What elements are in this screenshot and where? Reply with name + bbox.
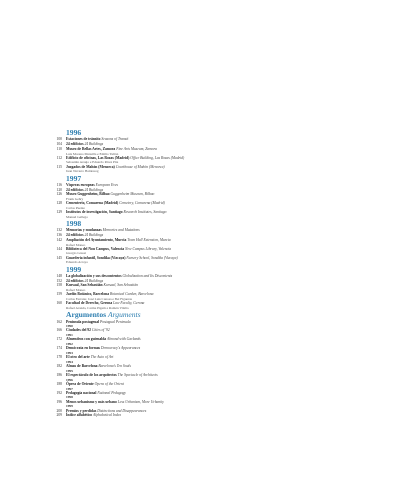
entry-title-english: National Pedagogy (97, 390, 126, 395)
entry-year: 1997 (66, 386, 73, 391)
section-title: Argumentos (66, 310, 107, 320)
entry-title-spanish: Demócrata en formas (66, 346, 100, 351)
entry-title-english: Alphabetical Index (93, 413, 122, 418)
entry-title-english: Botanical Garden, Barcelona (109, 292, 154, 297)
entry-title-english: Barcelona's Ten Souls (98, 364, 131, 369)
entry-credit: Rafael Moneo (66, 288, 86, 293)
page-number: 158 (56, 283, 62, 288)
entry-title-english: Less Urbanism, More Urbanity (117, 399, 164, 404)
entry-title-english: Almond with Garlands (107, 337, 141, 342)
entry-title-spanish: Almendros con guirnalda (66, 337, 107, 342)
entry-year: 1990 (66, 324, 73, 329)
entry-title-spanish: Memorias y mudanzas (66, 228, 102, 233)
page-number: 110 (56, 146, 62, 151)
page-number: 178 (56, 355, 62, 360)
toc-entry[interactable] (46, 346, 376, 351)
entry-credit: Luis Moreno Mansilla e Emilio Tuñón (66, 151, 119, 156)
toc-entry[interactable] (46, 337, 376, 342)
page-number: 188 (56, 381, 62, 386)
entry-year: 1993 (66, 350, 73, 355)
page-number: 160 (56, 301, 62, 306)
section-title: 1998 (66, 219, 82, 229)
entry-title-spanish: 24 edificios (66, 233, 84, 238)
toc-entry[interactable] (46, 328, 376, 333)
entry-title-spanish: Ciudades del 92 (66, 328, 91, 333)
entry-title-spanish: Edificio de oficinas, Las Rozas (Madrid) (66, 155, 130, 160)
page-number: 142 (56, 237, 62, 242)
entry-title-english: Postagual Peninsula (100, 319, 131, 324)
page-number: 112 (56, 155, 62, 160)
entry-title-english: 24 Buildings (84, 187, 104, 192)
entry-title-english: Democracy's Appearances (100, 346, 141, 351)
page-number: 196 (56, 399, 62, 404)
entry-title-english: Opera of the Orient (94, 381, 124, 386)
entry-title-english: Law Faculty, Gerona (113, 301, 145, 306)
entry-title-english: European Eves (95, 182, 118, 187)
page-number: 128 (56, 201, 62, 206)
entry-title-spanish: 24 edificios (66, 278, 84, 283)
section-heading (46, 129, 376, 137)
page-number: 116 (56, 182, 62, 187)
toc-entry[interactable] (46, 201, 376, 206)
entry-title-spanish: El espectáculo de los arquitectos (66, 372, 117, 377)
entry-year: 1994 (66, 359, 73, 364)
page-number: 104 (56, 142, 62, 147)
section-heading (46, 311, 376, 319)
entry-title-spanish: Jardín Botánico, Barcelona (66, 292, 110, 297)
page-number: 152 (56, 278, 62, 283)
toc-entry[interactable] (46, 283, 376, 288)
page-number: 174 (56, 346, 62, 351)
entry-title-english: 24 Buildings (84, 233, 104, 238)
entry-year: 1991 (66, 333, 73, 338)
toc-entry[interactable] (46, 238, 376, 243)
entry-title-english: 24 Buildings (84, 278, 104, 283)
entry-title-english: 24 Buildings (84, 142, 104, 147)
entry-title-english: New Campus Library, Valencia (125, 246, 172, 251)
entry-title-english: Kursaal, San Sebastián (103, 283, 139, 288)
toc-entry[interactable] (46, 364, 376, 369)
entry-title-english: Nursery School, Sondika (Vizcaya) (126, 255, 178, 260)
page-number: 136 (56, 233, 62, 238)
toc-entry[interactable] (46, 320, 376, 325)
entry-credit: Carlos Puente (66, 205, 85, 210)
entry-title-spanish: Menos urbanismo y más urbano (66, 399, 117, 404)
section-title: 1999 (66, 264, 82, 274)
entry-credit: Juan Navarro Baldeweg (66, 169, 99, 174)
entry-title-spanish: Almas de Barcelona (66, 364, 98, 369)
entry-title-spanish: Kursaal, San Sebastián (66, 283, 103, 288)
page-number: 148 (56, 274, 62, 278)
section-heading (46, 266, 376, 274)
page-number: 145 (56, 255, 62, 260)
page-number: 159 (56, 292, 62, 297)
entry-title-english: Globalization and Its Discontents (122, 274, 173, 278)
entry-title-spanish: Ampliación del Ayuntamiento, Murcia (66, 237, 127, 242)
entry-credit: Carlos Ferrater, José Luis Canosa e Bet Figueras (66, 297, 132, 302)
page-number: 129 (56, 210, 62, 215)
entry-title-english: Research Institutes, Santiago (123, 210, 167, 215)
entry-title-spanish: Guardería infantil, Sondika (Vizcaya) (66, 255, 126, 260)
entry-title-english: Town Hall Extension, Murcia (127, 237, 171, 242)
page-number: 182 (56, 364, 62, 369)
page-number: 186 (56, 372, 62, 377)
entry-credit: Rafael Aranda, Carme Pigem e Ramón Vilalta (66, 305, 129, 310)
page-number: 126 (56, 192, 62, 197)
entry-title-english: The Spectacle of Architects (117, 372, 158, 377)
page-number: 192 (56, 390, 62, 395)
toc-entry[interactable] (46, 165, 376, 170)
entry-title-spanish: Juzgados de Mahón (Menorca) (66, 164, 115, 169)
entry-title-english: Cemetery, Comarena (Madrid) (119, 201, 165, 206)
entry-title-english: Fine Arts Museum, Zamora (116, 146, 157, 151)
page-number: 132 (56, 228, 62, 233)
page-number: 115 (56, 164, 62, 169)
section-title-english: Arguments (107, 310, 141, 320)
entry-title-spanish: El otro del arte (66, 355, 90, 360)
page-number: 162 (56, 319, 62, 324)
table-of-contents (46, 128, 376, 418)
page-number: 100 (56, 137, 62, 142)
toc-entry[interactable] (46, 256, 376, 261)
toc-entry[interactable] (46, 210, 376, 215)
entry-credit: Rafael Moneo (66, 242, 86, 247)
toc-entry[interactable] (46, 147, 376, 152)
entry-credit: Giorgio Grassi (66, 251, 86, 256)
section-heading (46, 220, 376, 228)
entry-title-english: Courthouse of Mahón (Menorca) (115, 164, 165, 169)
entry-title-spanish: Ópera de Oriente (66, 381, 94, 386)
entry-year: 1998 (66, 395, 73, 400)
entry-title-spanish: Estaciones de tránsito (66, 137, 101, 142)
toc-entry[interactable] (46, 292, 376, 297)
entry-title-spanish: Cementerio, Comarena (Madrid) (66, 201, 119, 206)
toc-entry[interactable] (46, 391, 376, 396)
page-number: 166 (56, 328, 62, 333)
toc-entry[interactable] (46, 247, 376, 252)
section-title: 1996 (66, 128, 82, 137)
entry-title-spanish: La globalización y sus descontentos (66, 274, 122, 278)
toc-entry[interactable] (46, 301, 376, 306)
entry-title-english: The Auto of Art (90, 355, 114, 360)
toc-entry[interactable] (46, 156, 376, 161)
page-number: 120 (56, 187, 62, 192)
entry-credit: Eduardo Arroyo (66, 260, 88, 265)
page-number: 200 (56, 408, 62, 413)
entry-title-spanish: 24 edificios (66, 142, 84, 147)
entry-credit: Sebastián Araujo e Eduardo Pérez Pita (66, 160, 119, 165)
entry-year: 1992 (66, 342, 73, 347)
page-number: 144 (56, 246, 62, 251)
entry-title-spanish: Pedagogía nacional (66, 390, 97, 395)
entry-title-english: Cities of '92 (91, 328, 110, 333)
entry-title-english: Memories and Mutations (102, 228, 140, 233)
toc-entry[interactable] (46, 192, 376, 197)
section-heading (46, 175, 376, 183)
entry-title-spanish: Museo Guggenheim, Bilbao (66, 192, 110, 197)
entry-title-spanish: Museo de Bellas Artes, Zamora (66, 146, 116, 151)
page-number: 209 (56, 413, 62, 418)
entry-title-english: Distinctions and Disappearances (97, 408, 147, 413)
entry-title-english: Seasons of Transit (101, 137, 129, 142)
entry-title-english: Guggenheim Museum, Bilbao (110, 192, 155, 197)
page-number: 172 (56, 337, 62, 342)
entry-credit: Manuel Gallego (66, 214, 88, 219)
toc-entry[interactable] (46, 400, 376, 405)
section-title: 1997 (66, 173, 82, 183)
entry-title-spanish: Península postageual (66, 319, 100, 324)
entry-title-spanish: Premios y perdidas (66, 408, 97, 413)
entry-title-spanish: Índice alfabético (66, 413, 93, 418)
entry-title-spanish: Biblioteca del Nou Campus, Valencia (66, 246, 125, 251)
entry-title-spanish: Facultad de Derecho, Gerona (66, 301, 113, 306)
entry-title-spanish: 24 edificios (66, 187, 84, 192)
entry-title-english: Office Building, Las Rozas (Madrid) (130, 155, 185, 160)
entry-year: 1996 (66, 377, 73, 382)
entry-year: 1995 (66, 368, 73, 373)
toc-entry[interactable] (46, 413, 376, 418)
entry-year: 1999 (66, 404, 73, 409)
toc-entry[interactable] (46, 355, 376, 360)
toc-entry[interactable] (46, 373, 376, 378)
entry-title-spanish: Institutos de investigación, Santiago (66, 210, 123, 215)
toc-entry[interactable] (46, 382, 376, 387)
entry-title-spanish: Vísperas europeas (66, 182, 95, 187)
entry-credit: Frank Gehry (66, 197, 84, 202)
